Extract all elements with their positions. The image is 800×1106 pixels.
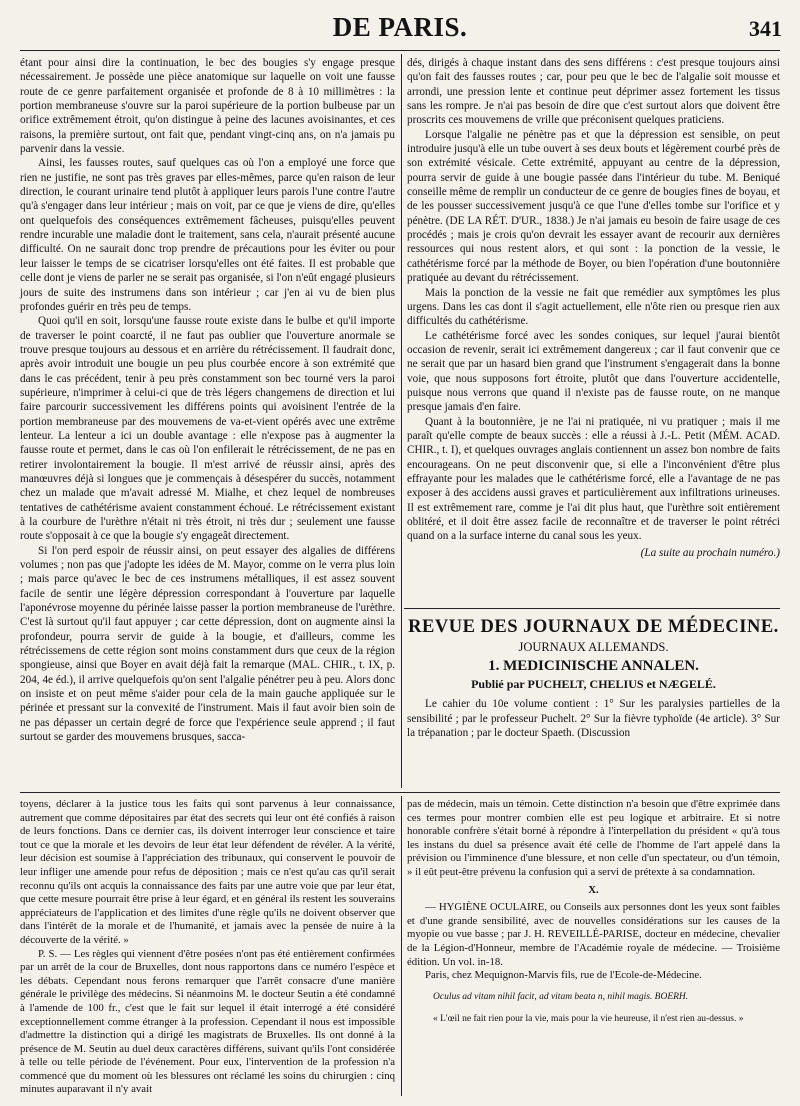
paragraph: pas de médecin, mais un témoin. Cette distinction n'a besoin que d'être exprimée dans ces termes pour montrer combien elle est peu logique et arbitraire. Et si notre honorable confrère s'était borné à répondre à l'interpellation du président « qu'à tous les instans du duel sa présence avait été celle de l'homme de l'art appelé dans la prévision ou l'imminence d'une blessure, et non celle d'un spectateur, ou d'un témoin, » il eût peut-être prévenu la confusion qui a servi de prétexte à sa condamnation. [407,798,780,878]
review-section [407,614,780,740]
review-text: Le cahier du 10e volume contient : 1° Sur les paralysies partielles de la sensibilité ; par le professeur Puchelt. 2° Sur la fièvre typhoïde (4e article). 3° Sur la trépanation ; par le docteur Spaeth. (Discussion [407,698,780,740]
continued-note: (La suite au prochain numéro.) [640,546,780,559]
page-header-title: DE PARIS. [332,12,468,42]
book-notice: — HYGIÈNE OCULAIRE, ou Conseils aux personnes dont les yeux sont faibles et d'une grande sensibilité, avec de nouvelles considérations sur les causes de la myopie ou vue basse ; par J. H. REVEILLÉ-PARISE, docteur en médecine, chevalier de la Légion-d'Honneur, membre de l'Académie royale de médecine. — Troisième édition. Un vol. in-18. [407,901,780,968]
section-rule [404,608,780,609]
column-right-top [407,56,780,560]
paragraph: Lorsque l'algalie ne pénètre pas et que la dépression est sensible, on peut introduire jusqu'à elle un tube ouvert à ses deux bouts et légèrement courbé près de son extrémité vésicale. Cette extrémité, appuyant au centre de la dépression, pourra servir de guide à une bougie passée dans l'intérieur du tube. M. Beniqué conseille même de remplir un conducteur de ce genre de bougies fines de boyau, et de les pousser successivement jusqu'à ce que l'une d'elles tombe sur l'orifice et y pénètre. (DE LA RÉT. D'UR., 1838.) Je n'ai jamais eu besoin de faire usage de ces procédés ; mais je crois qu'on devrait les essayer avant de recourir aux dernières ressources qui nous restent alors, et qui sont : la ponction de la vessie, le cathétérisme forcé par la méthode de Boyer, ou bien l'opération d'une boutonnière pratiquée au devant du rétrécissement. [407,128,780,285]
paragraph: dés, dirigés à chaque instant dans des sens différens : c'est presque toujours ainsi qu'on fait des fausses routes ; car, pour peu que le bec de l'algalie soit mousse et arrondi, une pression lente et continue peut déprimer assez fortement les tissus sans les rompre. Je n'ai pas besoin de dire que c'est surtout alors que doivent être proscrits ces mouvemens de vrille que préconisent quelques praticiens. [407,57,780,127]
paragraph: Quoi qu'il en soit, lorsqu'une fausse route existe dans le bulbe et qu'il importe de traverser le point coarcté, il ne faut pas oublier que l'ouverture anormale se trouve presque toujours au dessous et en arrière du rétrécissement. Il faudrait donc, après avoir introduit une bougie un peu plus courbée encore à son extrémité que dans le cas précédent, tenir à peu près constamment son bec tourné vers la paroi supérieure, n'imprimer à celui-ci que de très légers changemens de direction et lui faire parcourir successivement les différens points qui avoisinent l'entrée de la portion membraneuse par des mouvemens de va-et-vient opérés avec une extrême lenteur. La lenteur a ici un double avantage : elle n'expose pas à augmenter la fausse route et permet, dans le cas où l'on enfilerait le rétrécissement, de ne pas en retirer involontairement la bougie. Il m'est arrivé de réussir ainsi, après des manœuvres déjà si longues que je commençais à désespérer du succès, notamment chez un malade que m'avait adressé M. Mialhe, et chez lequel de nombreuses tentatives de cathétérisme avaient constamment échoué. Le rétrécissement existant à la courbure de l'urèthre n'était ni très étroit, ni très dur ; seulement une fausse route s'opposait à ce que la bougie s'y engageât directement. [20,315,395,543]
column-left-top [20,56,395,745]
paragraph: Mais la ponction de la vessie ne fait que remédier aux symptômes les plus urgens. Dans les cas dont il s'agit actuellement, elle n'ôte rien ou presque rien aux difficultés du cathétérisme. [407,286,780,328]
paragraph: Le cathétérisme forcé avec les sondes coniques, sur lequel j'aurai bientôt occasion de revenir, serait ici extrêmement dangereux ; car il faut convenir que ce ne serait que par un hasard bien grand que l'instrument s'engagerait dans la bonne voie, que nous supposons fort étroite, plutôt que dans l'ouverture accidentelle, puisque nous verrons que quand il n'existe pas de fausse route, on ne manque presque jamais d'en faire. [407,329,780,414]
header-rule [20,50,780,51]
review-title: REVUE DES JOURNAUX DE MÉDECINE. [408,617,779,637]
paragraph: P. S. — Les règles qui viennent d'être posées n'ont pas été entièrement confirmées par un arrêt de la cour de Bruxelles, dont nous rapportons dans ce numéro l'espèce et les débats. Cependant nous ferons remarquer que l'arrêt consacre d'une manière générale le privilège des médecins. Si néanmoins M. le docteur Seutin a été condamné à l'amende de 100 fr., c'est que le fait sur lequel il était interrogé a été considéré exceptionnellement comme étranger à la profession. Cependant il nous est impossible d'admettre la distinction qui a dirigé les magistrats de Bruxelles. Ils ont donné à la présence de M. Seutin au duel deux caractères différens, suivant qu'ils l'ont considérée à telle ou telle période de l'événement. Pour eux, l'intervention de la profession n'a commencé que du moment où les blessures ont réclamé les soins du chirurgien : cinq minutes auparavant il n'y avait [20,947,395,1096]
column-divider [401,54,402,788]
lower-section-rule [20,792,780,793]
paragraph: Si l'on perd espoir de réussir ainsi, on peut essayer des algalies de différens volumes ; non pas que j'adopte les idées de M. Mayor, comme on le verra plus loin ; mais parce qu'avec le bec de ces instrumens métalliques, il est assez souvent facile de sentir une légère dépression correspondant à l'ouverture par laquelle l'aponévrose moyenne du périnée laisse passer la portion membraneuse de l'urèthre. C'est là surtout qu'il faut appuyer ; car cette dépression, dont on augmente ainsi la profondeur, pourra servir de guide à la bougie, et d'ailleurs, comme les rétrécissemens de cette région sont moins constamment durs que ceux de la région spongieuse, ainsi que Boyer en avait déjà fait la remarque (MAL. CHIR., t. IX, p. 204, 4e éd.), il arrive quelquefois qu'on sent l'algalie pénétrer peu à peu. Alors donc on insiste et on peut même s'aider pour cela de la main gauche appliquée sur le périnée et pressant sur la convexité de l'instrument. Mais il faut avoir bien soin de ne pas dépasser un certain degré de force que l'expérience seule apprend ; il faut surtout se garder des mouvemens brusques, sacca- [20,544,395,744]
page-number: 341 [749,16,782,41]
column-left-bottom [20,798,395,1097]
latin-quote: Oculus ad vitam nihil facit, ad vitam beata n, nihil magis. BOERH. [433,991,689,1002]
journal-editors: Publié par PUCHELT, CHELIUS et NÆGELÉ. [471,677,716,692]
paragraph: Ainsi, les fausses routes, sauf quelques cas où l'on a employé une force que rien ne justifie, ne sont pas très graves par elles-mêmes, parce qu'en raison de leur direction, le courant urinaire tend plutôt à appliquer leurs parois l'une contre l'autre qu'à s'engager dans leur intérieur ; mais on voit, par ce que je viens de dire, qu'elles ont quelquefois des conséquences extrêmement fâcheuses, puisqu'elles peuvent rendre incurable une maladie dont le traitement, sans cela, n'aurait présenté aucune difficulté. On ne saurait donc trop prendre de précautions pour les éviter ou pour leur laisser le temps de se cicatriser lorsqu'elles ont été faites. Il est probable que celle dont je viens de parler ne se serait pas organisée, si l'on n'eût engagé plusieurs jours de suite des instrumens dans son intérieur ; car j'en ai vu de bien plus profondes guérir en très peu de temps. [20,157,395,313]
publisher-line: Paris, chez Mequignon-Marvis fils, rue de l'Ecole-de-Médecine. [425,969,702,982]
paragraph: étant pour ainsi dire la continuation, le bec des bougies s'y engage presque nécessairement. Je possède une pièce anatomique sur laquelle on voit une fausse route de ce genre parfaitement organisée et profonde de 8 à 10 millimètres : la portion membraneuse s'ouvre sur la paroi supérieure de la portion bulbeuse par un orifice extrêmement étroit, qu'on distingue à peine des lacunes avoisinantes, et ces raisons, la première surtout, ont fait que, pendant vingt-cinq ans, on n'a jamais pu parvenir dans la vessie. [20,57,395,156]
journal-title: 1. MEDICINISCHE ANNALEN. [488,657,699,674]
review-section-name: JOURNAUX ALLEMANDS. [518,640,669,655]
signature-mark: X. [588,883,599,896]
paragraph: Quant à la boutonnière, je ne l'ai ni pratiquée, ni vu pratiquer ; mais il me paraît qu'elle compte de beaux succès : elle a réussi à J.-L. Petit (MÉM. ACAD. CHIR., t. I), et quelques ouvrages anglais contiennent un assez bon nombre de faits encourageans. On ne peut disconvenir que, si elle a l'inconvénient d'être plus effrayante pour les malades que le cathétérisme forcé, elle a l'avantage de ne pas exposer à des accidens aussi graves et particulièrement aux infiltrations urineuses. Il est extrêmement rare, comme je l'ai dit plus haut, que l'urèthre soit entièrement oblitéré, et il doit être assez facile de reconnaître et de traverser le point rétréci quand on a la surface interne du canal sous les yeux. [407,415,780,543]
column-divider-lower [401,796,402,1096]
french-quote: « L'œil ne fait rien pour la vie, mais pour la vie heureuse, il n'est rien au-dessus. » [433,1013,744,1024]
paragraph: toyens, déclarer à la justice tous les faits qui sont parvenus à leur connaissance, autrement que comme dépositaires par état des secrets qui leur ont été confiés à raison de leurs fonctions. Dans ce dernier cas, ils doivent interroger leur conscience et taire tout ce que la morale et les devoirs de leur état leur défendent de révéler. A la vérité, leur décision est soumise à l'appréciation des tribunaux, qui conservent le pouvoir de leur infliger une amende pour refus de déposition ; mais ce n'est qu'au cas qu'il serait reconnu qu'ils ont acquis la connaissance des faits par une autre voie que par leur état, que cette mesure pourrait être prise à leur égard, et en général ils restent les souverains appréciateurs de l'application et des limites d'une règle qu'ils ne doivent observer que dans l'intérêt de la morale et de l'humanité, et jamais avec la pensée de nuire à la découverte de la vérité. » [20,798,395,946]
column-right-bottom [407,798,780,1025]
